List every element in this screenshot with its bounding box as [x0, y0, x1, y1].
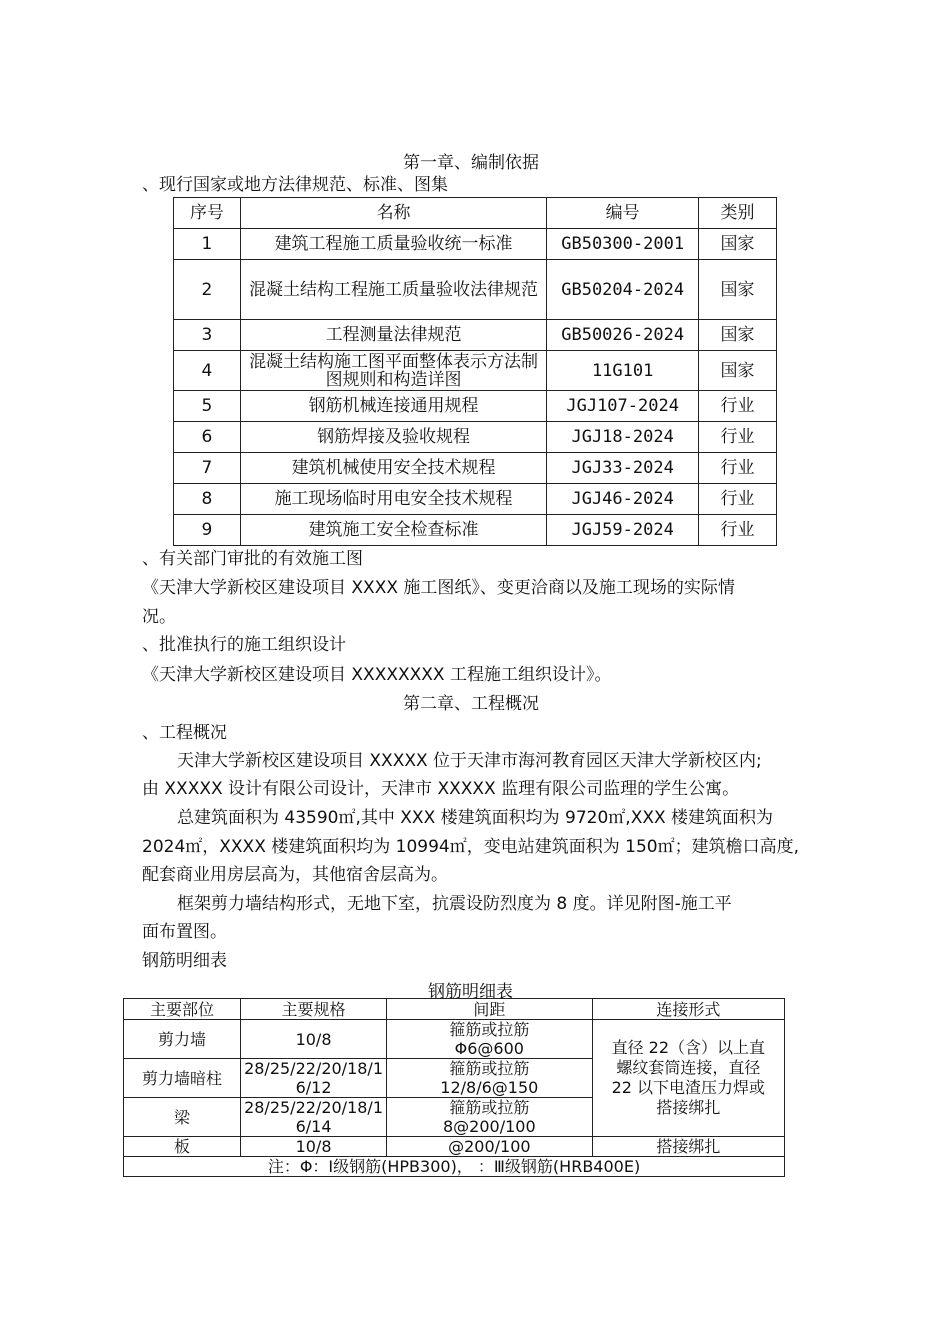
cell-index: 5	[174, 391, 241, 422]
cell-code: GB50300-2001	[547, 229, 699, 260]
cell-code: JGJ33-2024	[547, 453, 699, 484]
cell-spec	[241, 1059, 387, 1098]
table-header-row	[124, 999, 785, 1020]
cell-index: 9	[174, 515, 241, 546]
cell-name: 建筑施工安全检查标准	[240, 515, 546, 546]
table-row	[174, 260, 777, 320]
header-cell: 连接形式	[592, 999, 784, 1020]
table-row	[174, 453, 777, 484]
cell-code: JGJ59-2024	[547, 515, 699, 546]
cell-code: GB50026-2024	[547, 320, 699, 351]
cell-index: 1	[174, 229, 241, 260]
cell-part: 剪力墙暗柱	[124, 1059, 241, 1098]
paragraph-line: 《天津大学新校区建设项目 XXXXXXXX 工程施工组织设计》。	[142, 665, 612, 685]
table-header-row	[174, 198, 777, 229]
paragraph-line: 2024㎡，XXXX 楼建筑面积均为 10994㎡，变电站建筑面积为 150㎡；建筑檐口高度,	[142, 837, 799, 857]
paragraph-line: 总建筑面积为 43590㎡,其中 XXX 楼建筑面积均为 9720㎡,XXX 楼建筑面积为	[177, 808, 774, 828]
table-row	[124, 1137, 785, 1157]
cell-category: 行业	[699, 515, 777, 546]
paragraph-line: 框架剪力墙结构形式，无地下室，抗震设防烈度为 8 度。详见附图-施工平	[177, 894, 732, 914]
connection-line: 螺纹套筒连接，直径	[616, 1058, 761, 1077]
standards-table	[173, 197, 777, 546]
cell-part: 梁	[124, 1098, 241, 1137]
header-cell: 间距	[387, 999, 593, 1020]
spacing-line: 箍筋或拉筋	[449, 1098, 530, 1117]
cell-name: 混凝土结构施工图平面整体表示方法制图规则和构造详图	[240, 351, 546, 391]
header-cell: 编号	[547, 198, 699, 229]
chapter1-title: 第一章、编制依据	[403, 153, 539, 173]
cell-spacing	[387, 1098, 593, 1137]
paragraph-line: 天津大学新校区建设项目 XXXXX 位于天津市海河教育园区天津大学新校区内;	[177, 751, 762, 771]
section-heading-standards: 、现行国家或地方法律规范、标准、图集	[142, 175, 448, 195]
cell-name: 钢筋焊接及验收规程	[240, 422, 546, 453]
cell-spec: 10/8	[241, 1137, 387, 1157]
cell-spacing	[387, 1059, 593, 1098]
table-row	[174, 351, 777, 391]
cell-connection: 搭接绑扎	[592, 1137, 784, 1157]
table-row	[174, 320, 777, 351]
cell-index: 8	[174, 484, 241, 515]
header-cell: 主要规格	[241, 999, 387, 1020]
paragraph-line: 面布置图。	[142, 922, 227, 942]
rebar-table-caption: 钢筋明细表	[428, 982, 513, 1002]
paragraph-line: 由 XXXXX 设计有限公司设计，天津市 XXXXX 监理有限公司监理的学生公寓。	[142, 779, 740, 799]
cell-index: 3	[174, 320, 241, 351]
section-heading-overview: 、工程概况	[142, 723, 227, 743]
cell-name: 施工现场临时用电安全技术规程	[240, 484, 546, 515]
section-heading-drawings: 、有关部门审批的有效施工图	[142, 549, 363, 569]
spacing-line: 12/8/6@150	[440, 1078, 539, 1097]
cell-category: 国家	[699, 320, 777, 351]
header-cell: 序号	[174, 198, 241, 229]
rebar-heading: 钢筋明细表	[142, 951, 227, 971]
rebar-table	[123, 998, 785, 1177]
table-row	[174, 229, 777, 260]
cell-code: 11G101	[547, 351, 699, 391]
cell-category: 行业	[699, 453, 777, 484]
table-row	[124, 1020, 785, 1059]
spacing-line: 8@200/100	[442, 1117, 536, 1136]
cell-name: 钢筋机械连接通用规程	[240, 391, 546, 422]
cell-index: 7	[174, 453, 241, 484]
header-cell: 主要部位	[124, 999, 241, 1020]
cell-connection	[592, 1020, 784, 1137]
cell-category: 行业	[699, 484, 777, 515]
table-row	[174, 391, 777, 422]
connection-line: 搭接绑扎	[656, 1098, 721, 1117]
cell-part: 剪力墙	[124, 1020, 241, 1059]
cell-name: 建筑工程施工质量验收统一标准	[240, 229, 546, 260]
paragraph-line: 况。	[142, 607, 176, 627]
spacing-line: Φ6@600	[454, 1039, 524, 1058]
cell-index: 6	[174, 422, 241, 453]
section-heading-plan: 、批准执行的施工组织设计	[142, 635, 346, 655]
cell-code: GB50204-2024	[547, 260, 699, 320]
table-note-row	[124, 1157, 785, 1177]
cell-code: JGJ18-2024	[547, 422, 699, 453]
cell-category: 国家	[699, 351, 777, 391]
cell-spec	[241, 1098, 387, 1137]
spec-line: 6/14	[295, 1117, 332, 1136]
cell-code: JGJ46-2024	[547, 484, 699, 515]
cell-category: 行业	[699, 422, 777, 453]
table-row	[174, 484, 777, 515]
cell-name: 混凝土结构工程施工质量验收法律规范	[240, 260, 546, 320]
header-cell: 名称	[240, 198, 546, 229]
connection-line: 直径 22（含）以上直	[611, 1038, 766, 1057]
table-row	[174, 515, 777, 546]
cell-name: 工程测量法律规范	[240, 320, 546, 351]
cell-spacing: @200/100	[387, 1137, 593, 1157]
chapter2-title: 第二章、工程概况	[403, 694, 539, 714]
table-note: 注：Φ：Ⅰ级钢筋(HPB300)， ：Ⅲ级钢筋(HRB400E)	[124, 1157, 785, 1177]
spacing-line: 箍筋或拉筋	[449, 1059, 530, 1078]
cell-category: 国家	[699, 229, 777, 260]
spec-line: 28/25/22/20/18/1	[244, 1098, 383, 1117]
cell-index: 4	[174, 351, 241, 391]
spacing-line: 箍筋或拉筋	[449, 1020, 530, 1039]
cell-code: JGJ107-2024	[547, 391, 699, 422]
table-row	[174, 422, 777, 453]
spec-line: 28/25/22/20/18/1	[244, 1059, 383, 1078]
connection-line: 22 以下电渣压力焊或	[611, 1078, 766, 1097]
paragraph-line: 配套商业用房层高为，其他宿舍层高为。	[142, 865, 448, 885]
cell-part: 板	[124, 1137, 241, 1157]
cell-category: 国家	[699, 260, 777, 320]
cell-spacing	[387, 1020, 593, 1059]
cell-name: 建筑机械使用安全技术规程	[240, 453, 546, 484]
spec-line: 6/12	[295, 1078, 332, 1097]
cell-index: 2	[174, 260, 241, 320]
cell-category: 行业	[699, 391, 777, 422]
header-cell: 类别	[699, 198, 777, 229]
cell-spec: 10/8	[241, 1020, 387, 1059]
paragraph-line: 《天津大学新校区建设项目 XXXX 施工图纸》、变更洽商以及施工现场的实际情	[142, 578, 735, 598]
